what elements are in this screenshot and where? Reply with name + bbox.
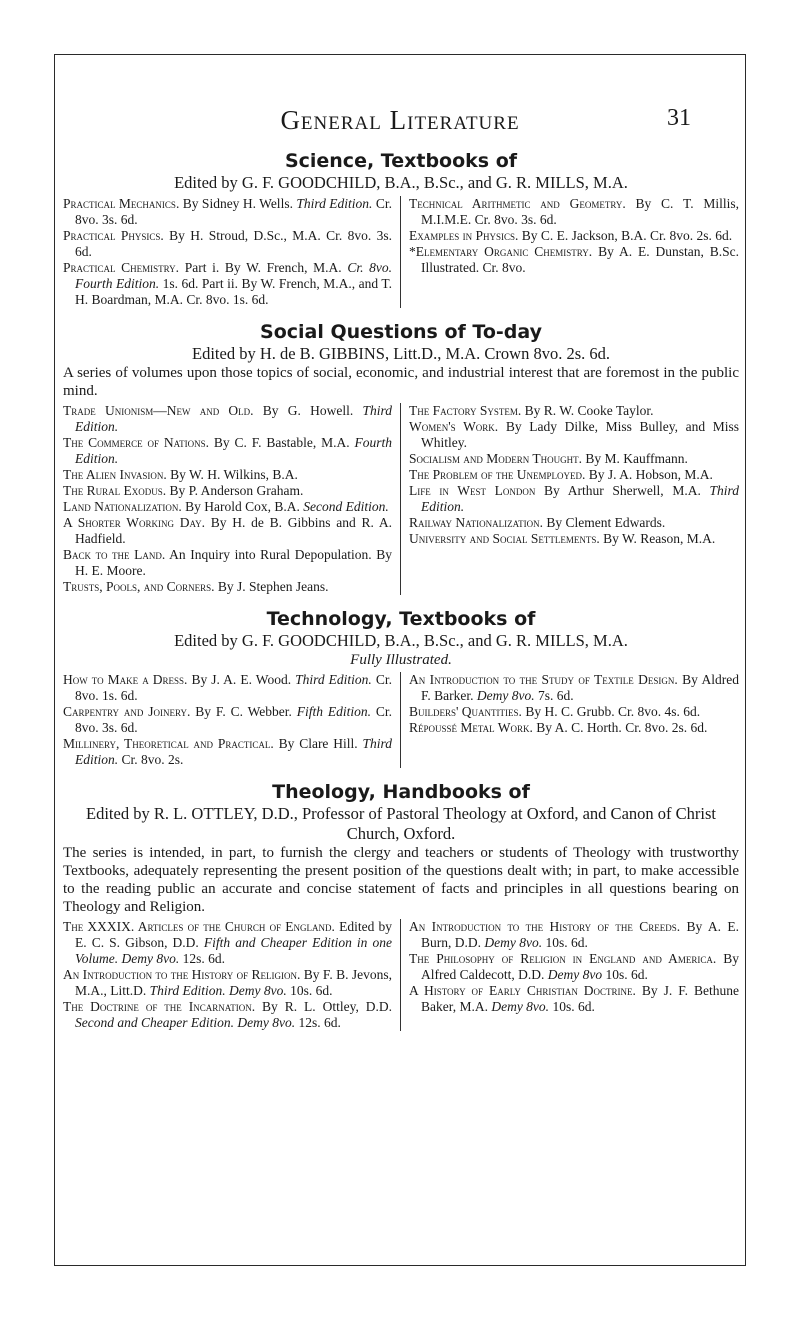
book-entry [63, 228, 392, 260]
book-edition: Third Edition. Demy 8vo. [146, 983, 287, 998]
book-title: The Philosophy of Religion in England and America. [409, 951, 717, 966]
book-entry [409, 951, 739, 983]
book-author: By H. de B. Gibbins and R. A. Hadfield. [75, 515, 392, 546]
section-editor: Edited by H. de B. GIBBINS, Litt.D., M.A. Crown 8vo. 2s. 6d. [192, 344, 610, 363]
book-entry [409, 467, 739, 483]
book-title: Back to the Land. [63, 547, 166, 562]
book-author: By R. W. Cooke Taylor. [521, 403, 654, 418]
book-author: By H. C. Grubb. [521, 704, 615, 719]
book-price: Cr. 8vo. 2s. [118, 752, 184, 767]
section-title: Theology, Handbooks of [272, 781, 530, 803]
book-author: By Sidney H. Wells. [179, 196, 293, 211]
book-entry [63, 919, 392, 967]
book-entry [409, 720, 739, 736]
book-author: By C. F. Bastable, M.A. [208, 435, 350, 450]
section-social-questions [63, 320, 739, 595]
running-head: General Literature [280, 105, 520, 135]
entry-columns [63, 196, 739, 308]
section-intro: The series is intended, in part, to furnish the clergy and teachers or students of Theology with trustworthy Textbooks, adequately representing the present position of the questions dealt with; in part, to make accessible to the reading public an accurate and concise statement of facts and principles in all questions bearing on Theology and Religion. [63, 845, 739, 915]
book-author: By W. Reason, M.A. [599, 531, 716, 546]
book-edition: Third Edition. [421, 483, 739, 514]
book-author: By A. C. Horth. [532, 720, 622, 735]
book-entry [63, 467, 392, 483]
book-title: An Introduction to the History of Religion. [63, 967, 301, 982]
book-entry [409, 704, 739, 720]
book-title: Technical Arithmetic and Geometry. [409, 196, 626, 211]
section-editor: Edited by G. F. GOODCHILD, B.A., B.Sc., and G. R. MILLS, M.A. [174, 631, 628, 650]
page-number: 31 [667, 105, 691, 131]
book-title: Practical Mechanics. [63, 196, 180, 211]
section-technology [63, 607, 739, 768]
book-price: Cr. 8vo. [479, 260, 526, 275]
book-entry [409, 515, 739, 531]
entry-column-left [63, 919, 401, 1031]
book-edition: Third Edition. [291, 672, 372, 687]
book-title: Millinery, Theoretical and Practical. [63, 736, 274, 751]
book-title: A History of Early Christian Doctrine. [409, 983, 636, 998]
section-subtitle: Fully Illustrated. [350, 652, 452, 668]
book-title: Practical Chemistry. [63, 260, 180, 275]
book-title: Trade Unionism—New and Old. [63, 403, 254, 418]
entry-columns [63, 672, 739, 768]
book-entry [409, 531, 739, 547]
book-entry [63, 260, 392, 308]
book-title: Builders' Quantities. [409, 704, 522, 719]
book-title: The Alien Invasion. [63, 467, 167, 482]
book-title: An Introduction to the Study of Textile Design. [409, 672, 678, 687]
book-entry [63, 547, 392, 579]
book-entry [63, 704, 392, 736]
book-entry [409, 451, 739, 467]
book-title: Railway Nationalization. [409, 515, 543, 530]
book-entry [409, 196, 739, 228]
book-author: By Clare Hill. [273, 736, 358, 751]
book-title: The Doctrine of the Incarnation. [63, 999, 256, 1014]
book-edition: Fifth Edition. [291, 704, 371, 719]
section-theology [63, 780, 739, 1031]
book-price: 1s. 6d. Part ii. By W. French, M.A., and T. H. Boardman, M.A. Cr. 8vo. 1s. 6d. [75, 276, 392, 307]
book-author: By J. Stephen Jeans. [214, 579, 329, 594]
book-author: By Clement Edwards. [542, 515, 666, 530]
entry-column-left [63, 196, 401, 308]
page-frame [54, 54, 746, 1266]
book-title: The Problem of the Unemployed. [409, 467, 586, 482]
book-title: Practical Physics. [63, 228, 164, 243]
section-editor: Edited by G. F. GOODCHILD, B.A., B.Sc., and G. R. MILLS, M.A. [174, 173, 628, 192]
book-edition: Cr. 8vo. Fourth Edition. [75, 260, 392, 291]
book-entry [63, 579, 392, 595]
book-entry [63, 967, 392, 999]
book-title: Trusts, Pools, and Corners. [63, 579, 215, 594]
book-edition: Demy 8vo. [473, 688, 535, 703]
section-title: Science, Textbooks of [284, 150, 518, 172]
book-author: By H. Stroud, D.Sc., M.A. [163, 228, 321, 243]
book-entry [409, 244, 739, 276]
book-price: 7s. 6d. [534, 688, 574, 703]
book-entry [409, 419, 739, 451]
book-edition: Fourth Edition. [75, 435, 392, 466]
book-author: Part i. By W. French, M.A. [179, 260, 342, 275]
entry-columns [63, 403, 739, 595]
book-entry [63, 672, 392, 704]
book-title: The Commerce of Nations. [63, 435, 209, 450]
book-title: The Rural Exodus. [63, 483, 167, 498]
section-science [63, 149, 739, 308]
book-price: 10s. 6d. [542, 935, 588, 950]
book-title: Socialism and Modern Thought. [409, 451, 583, 466]
book-price: Cr. 8vo. 3s. 6d. [75, 704, 392, 735]
book-price: Cr. 8vo. 4s. 6d. [614, 704, 701, 719]
entry-columns [63, 919, 739, 1031]
book-edition: Second and Cheaper Edition. Demy 8vo. [75, 1015, 296, 1030]
book-price: 12s. 6d. [179, 951, 225, 966]
book-author: Edited by E. C. S. Gibson, D.D. [75, 919, 392, 950]
book-author: An Inquiry into Rural Depopulation. By H. E. Moore. [75, 547, 392, 578]
book-entry [409, 403, 739, 419]
book-author: By F. B. Jevons, M.A., Litt.D. [75, 967, 392, 998]
book-entry [409, 483, 739, 515]
entry-column-left [63, 672, 401, 768]
book-entry [63, 483, 392, 499]
book-author: By C. E. Jackson, B.A. [518, 228, 647, 243]
section-editor: Edited by R. L. OTTLEY, D.D., Professor of Pastoral Theology at Oxford, and Canon of Christ Church, Oxford. [86, 804, 716, 843]
book-author: By J. F. Bethune Baker, M.A. [421, 983, 739, 1014]
book-title: Carpentry and Joinery. [63, 704, 191, 719]
entry-column-right [401, 196, 739, 308]
book-edition: Demy 8vo [544, 967, 603, 982]
book-author: By F. C. Webber. [190, 704, 292, 719]
book-edition: Demy 8vo. [487, 999, 550, 1014]
entry-column-right [401, 403, 739, 595]
book-edition: Third Edition. [75, 736, 393, 767]
section-title: Technology, Textbooks of [266, 608, 536, 630]
book-price: Cr. 8vo. 3s. 6d. [471, 212, 557, 227]
entry-column-right [401, 919, 739, 1031]
book-title: Examples in Physics. [409, 228, 519, 243]
book-author: By Harold Cox, B.A. [181, 499, 300, 514]
book-author: By Aldred F. Barker. [421, 672, 739, 703]
book-title: The Factory System. [409, 403, 522, 418]
book-author: By G. Howell. [253, 403, 354, 418]
book-price: 10s. 6d. [549, 999, 595, 1014]
book-title: An Introduction to the History of the Creeds. [409, 919, 681, 934]
book-edition: Fifth and Cheaper Edition in one Volume. Demy 8vo. [75, 935, 392, 966]
book-entry [409, 672, 739, 704]
book-edition: Second Edition. [299, 499, 389, 514]
book-title: Répoussé Metal Work. [409, 720, 533, 735]
page-content [63, 149, 739, 1043]
section-intro: A series of volumes upon those topics of social, economic, and industrial interest that are foremost in the public mind. [63, 365, 739, 399]
entry-column-right [401, 672, 739, 768]
book-title: The XXXIX. Articles of the Church of England. [63, 919, 335, 934]
book-title: University and Social Settlements. [409, 531, 600, 546]
book-price: Cr. 8vo. 2s. 6d. [621, 720, 708, 735]
book-price: Cr. 8vo. 1s. 6d. [75, 672, 392, 703]
book-title: Life in West London [409, 483, 536, 498]
book-author: By C. T. Millis, M.I.M.E. [421, 196, 739, 227]
book-price: Cr. 8vo. 2s. 6d. [646, 228, 733, 243]
book-entry [409, 919, 739, 951]
book-price: 10s. 6d. [602, 967, 648, 982]
book-author: By R. L. Ottley, D.D. [255, 999, 392, 1014]
book-entry [63, 435, 392, 467]
book-author: By Arthur Sherwell, M.A. [535, 483, 701, 498]
book-entry [63, 403, 392, 435]
book-title: *Elementary Organic Chemistry. [409, 244, 593, 259]
book-entry [409, 983, 739, 1015]
book-edition: Third Edition. [292, 196, 373, 211]
book-price: Cr. 8vo. 3s. 6d. [75, 228, 393, 259]
book-title: Land Nationalization. [63, 499, 182, 514]
book-title: A Shorter Working Day. [63, 515, 206, 530]
book-author: By W. H. Wilkins, B.A. [166, 467, 298, 482]
section-title: Social Questions of To-day [260, 321, 542, 343]
book-price: 12s. 6d. [295, 1015, 341, 1030]
book-author: By A. E. Dunstan, B.Sc. Illustrated. [421, 244, 739, 275]
book-title: Women's Work. [409, 419, 499, 434]
book-entry [63, 999, 392, 1031]
book-entry [63, 736, 392, 768]
book-title: How to Make a Dress. [63, 672, 188, 687]
book-entry [409, 228, 739, 244]
book-author: By Alfred Caldecott, D.D. [421, 951, 739, 982]
book-author: By J. A. Hobson, M.A. [585, 467, 713, 482]
book-entry [63, 499, 392, 515]
book-author: By Lady Dilke, Miss Bulley, and Miss Whitley. [421, 419, 739, 450]
book-price: 10s. 6d. [286, 983, 333, 998]
book-author: By P. Anderson Graham. [166, 483, 304, 498]
book-author: By M. Kauffmann. [582, 451, 688, 466]
book-author: By J. A. E. Wood. [187, 672, 292, 687]
book-edition: Demy 8vo. [481, 935, 543, 950]
book-price: Cr. 8vo. 3s. 6d. [75, 196, 392, 227]
entry-column-left [63, 403, 401, 595]
book-entry [63, 515, 392, 547]
book-author: By A. E. Burn, D.D. [421, 919, 739, 950]
book-entry [63, 196, 392, 228]
book-edition: Third Edition. [75, 403, 393, 434]
